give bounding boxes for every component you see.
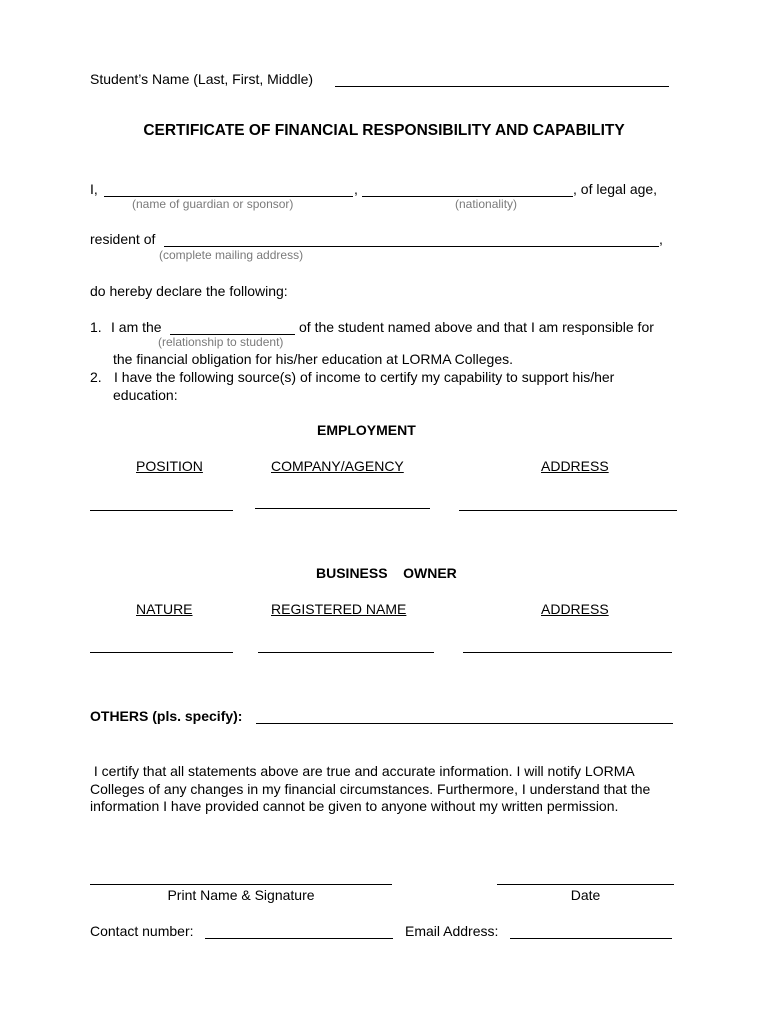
mailing-address-field[interactable] <box>164 246 659 247</box>
business-address-field[interactable] <box>463 652 672 653</box>
declarant-suffix: , of legal age, <box>573 181 658 197</box>
item-2-line-1: I have the following source(s) of income to certify my capability to support his/her <box>114 369 615 385</box>
mailing-address-hint: (complete mailing address) <box>159 248 304 262</box>
others-field[interactable] <box>256 723 673 724</box>
date-label: Date <box>570 887 601 903</box>
signature-label: Print Name & Signature <box>167 887 315 903</box>
employment-col-position: POSITION <box>136 458 203 474</box>
relationship-hint: (relationship to student) <box>158 335 284 349</box>
employment-heading: EMPLOYMENT <box>317 422 416 438</box>
employment-col-company: COMPANY/AGENCY <box>271 458 404 474</box>
resident-label: resident of <box>90 231 156 247</box>
business-col-nature: NATURE <box>136 601 193 617</box>
employment-company-field[interactable] <box>255 508 430 509</box>
document-title: CERTIFICATE OF FINANCIAL RESPONSIBILITY AND CAPABILITY <box>143 122 625 139</box>
date-field[interactable] <box>497 884 674 885</box>
certification-paragraph: I certify that all statements above are true and accurate information. I will notify LORMA Colleges of any changes in my financial circumstances. Furthermore, I understand that the information I have provided cannot be given to anyone without my written permission. <box>90 763 655 814</box>
business-registered-name-field[interactable] <box>258 652 434 653</box>
item-1-lead: I am the <box>111 319 162 335</box>
others-label: OTHERS (pls. specify): <box>90 708 243 724</box>
nationality-hint: (nationality) <box>455 197 518 211</box>
employment-col-address: ADDRESS <box>541 458 609 474</box>
email-address-label: Email Address: <box>405 923 499 939</box>
student-name-label: Student’s Name (Last, First, Middle) <box>90 71 314 87</box>
declarant-prefix: I, <box>90 181 98 197</box>
declare-text: do hereby declare the following: <box>90 283 288 299</box>
business-nature-field[interactable] <box>90 652 233 653</box>
resident-comma: , <box>659 231 663 247</box>
business-owner-heading: BUSINESS OWNER <box>316 565 457 581</box>
business-col-registered-name: REGISTERED NAME <box>271 601 407 617</box>
signature-field[interactable] <box>90 884 392 885</box>
contact-number-field[interactable] <box>205 938 393 939</box>
item-2-number: 2. <box>90 369 102 385</box>
item-1-number: 1. <box>90 319 102 335</box>
student-name-field[interactable] <box>335 86 669 87</box>
employment-position-field[interactable] <box>90 510 233 511</box>
item-1-line-2: the financial obligation for his/her education at LORMA Colleges. <box>113 351 514 367</box>
contact-number-label: Contact number: <box>90 923 194 939</box>
employment-address-field[interactable] <box>459 510 677 511</box>
business-col-address: ADDRESS <box>541 601 609 617</box>
item-2-line-2: education: <box>113 387 178 403</box>
guardian-name-hint: (name of guardian or sponsor) <box>132 197 294 211</box>
item-1-tail: of the student named above and that I am responsible for <box>299 319 654 335</box>
email-address-field[interactable] <box>510 938 672 939</box>
declarant-comma: , <box>354 181 358 197</box>
